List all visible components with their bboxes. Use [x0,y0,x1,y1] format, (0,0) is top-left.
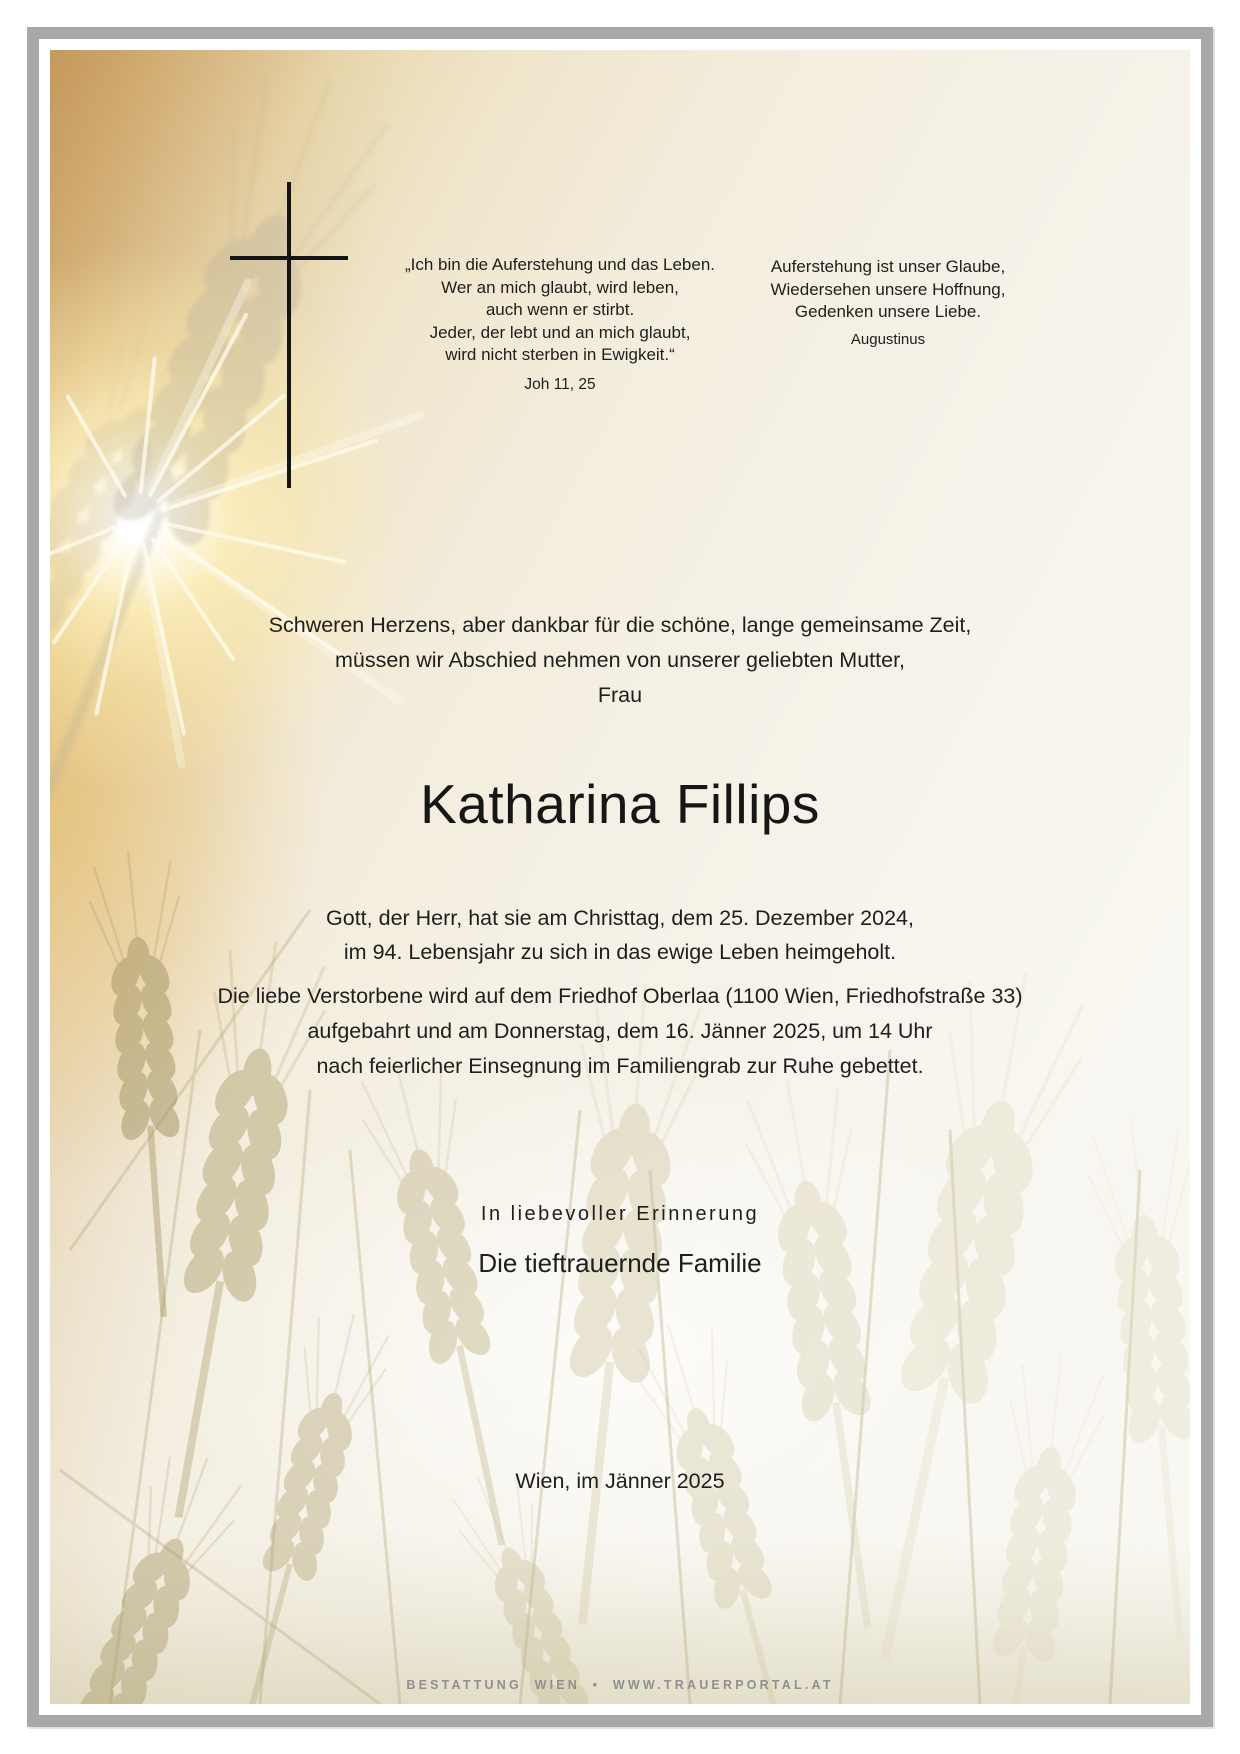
wheat-ear-top-left [50,52,406,840]
epigraph-line: Auferstehung ist unser Glaube, [770,257,1006,276]
scripture-line: wird nicht sterben in Ewigkeit.“ [445,345,675,364]
mourners-line: Die tieftrauernde Familie [478,1248,762,1278]
place-dateline: Wien, im Jänner 2025 [515,1469,725,1493]
funeral-line: Die liebe Verstorbene wird auf dem Friedhof Oberlaa (1100 Wien, Friedhofstraße 33) [217,984,1023,1008]
cross-icon [287,182,291,488]
framed-sheet [27,27,1213,1727]
announcement-intro [50,608,1190,713]
scripture-reference: Joh 11, 25 [524,375,596,393]
funeral-home-footer: BESTATTUNG WIEN • WWW.TRAUERPORTAL.AT [406,1678,834,1692]
memoriam-line: In liebevoller Erinnerung [480,1203,760,1225]
scripture-line: auch wenn er stirbt. [485,300,635,319]
scripture-line: „Ich bin die Auferstehung und das Leben. [404,255,715,274]
wheat-sun-background [50,50,1190,1704]
epigraph-line: Wiedersehen unsere Hoffnung, [770,279,1006,299]
scripture-line: Jeder, der lebt und an mich glaubt, [429,322,691,342]
epigraph-attribution: Augustinus [850,330,926,348]
intro-line: müssen wir Abschied nehmen von unserer geliebten Mutter, [334,648,906,672]
funeral-details [50,979,1190,1084]
deceased-name: Katharina Fillips [420,773,820,835]
death-notice [50,901,1190,969]
death-line: Gott, der Herr, hat sie am Christtag, dem 25. Dezember 2024, [326,906,914,930]
intro-line: Schweren Herzens, aber dankbar für die schöne, lange gemeinsame Zeit, [268,613,972,637]
funeral-line: aufgebahrt und am Donnerstag, dem 16. Jänner 2025, um 14 Uhr [307,1019,933,1043]
epigraph-quote [738,256,1038,351]
epigraph-line: Gedenken unsere Liebe. [794,302,982,321]
scripture-quote [368,254,752,396]
cross-icon [230,256,348,260]
scripture-line: Wer an mich glaubt, wird leben, [441,277,679,297]
salutation: Frau [597,683,643,707]
death-line: im 94. Lebensjahr zu sich in das ewige Leben heimgeholt. [343,940,897,964]
funeral-line: nach feierlicher Einsegnung im Familiengrab zur Ruhe gebettet. [316,1054,924,1078]
